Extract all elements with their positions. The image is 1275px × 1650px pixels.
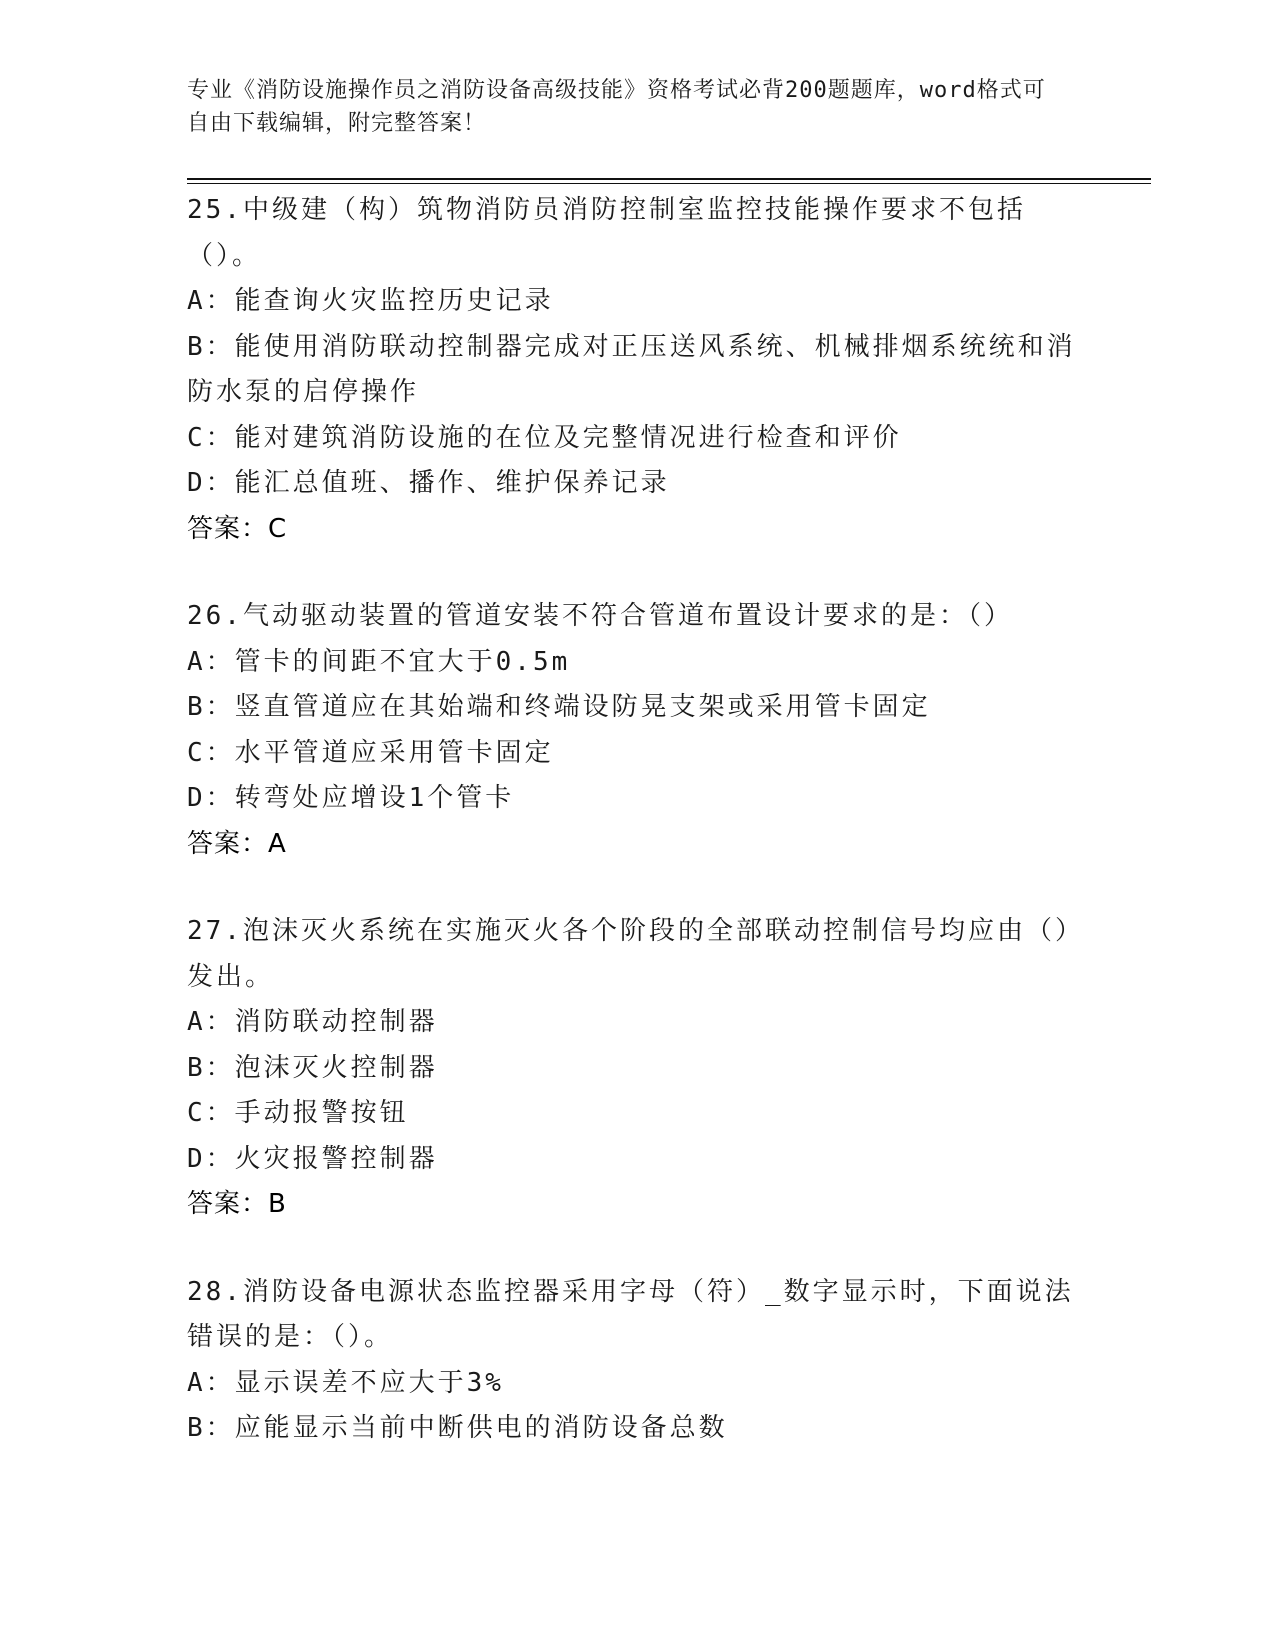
answer-label: 答案：A: [187, 828, 287, 859]
question-26: [187, 594, 1077, 867]
header-divider: [187, 178, 1151, 180]
option-b: B：应能显示当前中断供电的消防设备总数: [187, 1413, 728, 1443]
option-c: C：水平管道应采用管卡固定: [187, 737, 554, 768]
option-c: C：能对建筑消防设施的在位及完整情况进行检查和评价: [187, 422, 902, 453]
question-stem: 26.气动驱动装置的管道安装不符合管道布置设计要求的是：（）: [187, 601, 1013, 631]
header-divider-thin: [187, 183, 1151, 184]
question-list: [187, 188, 1077, 1494]
option-b: B：泡沫灭火控制器: [187, 1052, 438, 1083]
question-28: [187, 1270, 1077, 1452]
option-b: B：能使用消防联动控制器完成对正压送风系统、机械排烟系统统和消防水泵的启停操作: [187, 331, 1076, 407]
option-a: A：能查询火灾监控历史记录: [187, 286, 554, 316]
question-25: [187, 188, 1077, 552]
answer-label: 答案：B: [187, 1189, 287, 1219]
option-a: A：消防联动控制器: [187, 1007, 438, 1037]
question-stem: 27.泡沫灭火系统在实施灭火各个阶段的全部联动控制信号均应由（）发出。: [187, 916, 1071, 992]
option-a: A：显示误差不应大于3%: [187, 1367, 504, 1398]
option-d: D：转弯处应增设1个管卡: [187, 783, 515, 813]
option-a: A：管卡的间距不宜大于0.5m: [187, 646, 571, 677]
question-stem: 28.消防设备电源状态监控器采用字母（符）_数字显示时，下面说法错误的是：（）。: [187, 1276, 1074, 1352]
question-27: [187, 909, 1077, 1228]
option-d: D：火灾报警控制器: [187, 1143, 438, 1174]
option-d: D：能汇总值班、播作、维护保养记录: [187, 468, 670, 498]
question-stem: 25.中级建（构）筑物消防员消防控制室监控技能操作要求不包括（）。: [187, 195, 1026, 271]
option-b: B：竖直管道应在其始端和终端设防晃支架或采用管卡固定: [187, 692, 931, 722]
answer-label: 答案：C: [187, 513, 288, 544]
document-header: 专业《消防设施操作员之消防设备高级技能》资格考试必背200题题库，word格式可自由下载编辑，附完整答案！: [187, 78, 1046, 136]
option-c: C：手动报警按钮: [187, 1098, 409, 1128]
